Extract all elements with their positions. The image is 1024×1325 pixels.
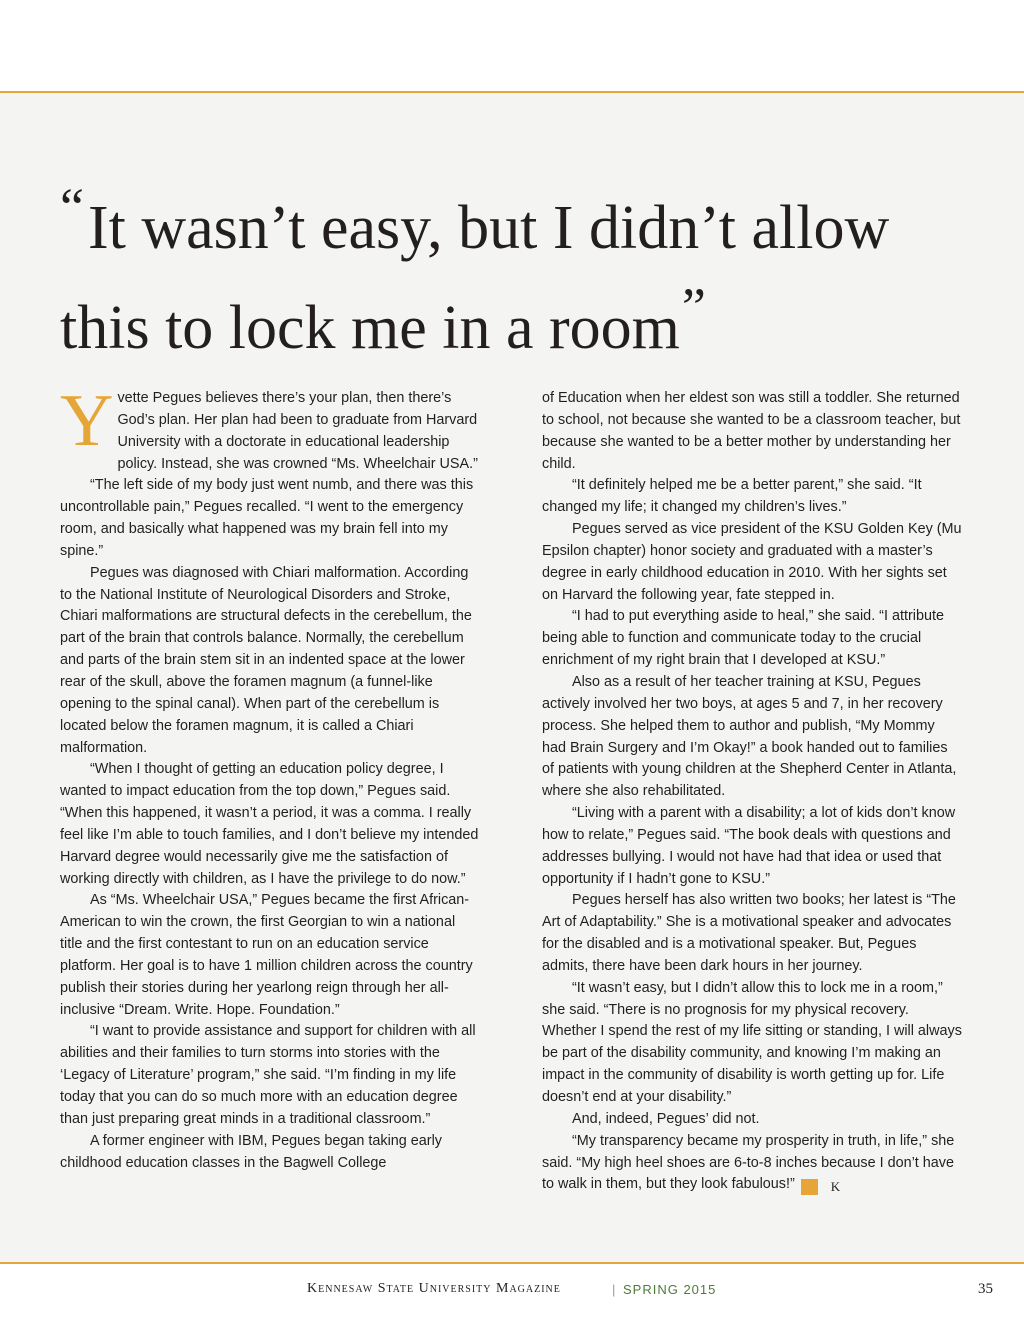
- article-column-right: [542, 388, 962, 1196]
- article-paragraph: [542, 1131, 962, 1197]
- article-paragraph: “The left side of my body just went numb, and there was this uncontrollable pain,” Pegues recalled. “I went to the emergency room, and basically what happened was my brain fell into my spine.”: [60, 477, 474, 559]
- pull-quote: [60, 168, 960, 368]
- page-number: 35: [978, 1281, 993, 1297]
- open-quote-mark: “: [60, 177, 84, 237]
- article-paragraph: “Living with a parent with a disability; a lot of kids don’t know how to relate,” Pegues said. “The book deals with questions and addresses bullying. I would not have had that idea or used that opportunity if I hadn’t gone to KSU.”: [542, 805, 956, 887]
- page-footer: [0, 1281, 1024, 1301]
- article-paragraph: “I had to put everything aside to heal,” she said. “I attribute being able to function and communicate today to the crucial enrichment of my right brain that I developed at KSU.”: [542, 608, 944, 669]
- article-paragraph: And, indeed, Pegues’ did not.: [572, 1110, 760, 1127]
- footer-separator: |: [612, 1282, 616, 1297]
- magazine-title: Kennesaw State University Magazine: [307, 1281, 561, 1296]
- article-paragraph: “I want to provide assistance and support for children with all abilities and their families to turn storms into stories with the ‘Legacy of Literature’ program,” she said. “I’m finding in my life today that you can do so much more with an education degree than just preparing great minds in a traditional classroom.”: [60, 1023, 476, 1127]
- drop-cap: Y: [60, 380, 114, 462]
- paragraph-text: vette Pegues believes there’s your plan, then there’s God’s plan. Her plan had been to graduate from Harvard University with a doctorate in educational leadership policy. Instead, she was crowned “Ms. Wheelchair USA.”: [117, 390, 478, 472]
- pull-quote-text: It wasn’t easy, but I didn’t allow this to lock me in a room: [60, 194, 890, 362]
- article-paragraph: [60, 380, 480, 475]
- article-paragraph: “It definitely helped me be a better parent,” she said. “It changed my life; it changed my children’s lives.”: [542, 477, 922, 516]
- article-paragraph: As “Ms. Wheelchair USA,” Pegues became the first African-American to win the crown, the first Georgian to win a national title and the first contestant to run on an education service platform. Her goal is to have 1 million children across the country publish their stories during her yearlong reign through her all-inclusive “Dream. Write. Hope. Foundation.”: [60, 892, 473, 1018]
- paragraph-text: “My transparency became my prosperity in truth, in life,” she said. “My high heel shoes are 6-to-8 inches because I don’t have to walk in them, but they look fabulous!”: [542, 1132, 955, 1193]
- article-paragraph: “When I thought of getting an education policy degree, I wanted to impact education from the top down,” Pegues said. “When this happened, it wasn’t a period, it was a comma. I really feel like I’m able to touch families, and I don’t believe my intended Harvard degree would necessarily give me the satisfaction of working directly with children, as I have the privilege to do now.”: [60, 761, 479, 887]
- article-paragraph: Pegues herself has also written two books; her latest is “The Art of Adaptability.” She is a motivational speaker and advocates for the disabled and is a motivational speaker. But, Pegues admits, there have been dark hours in her journey.: [542, 892, 956, 974]
- end-mark-icon: K: [801, 1179, 818, 1195]
- close-quote-mark: ”: [681, 277, 706, 337]
- article-paragraph: Pegues was diagnosed with Chiari malformation. According to the National Institute of Neurological Disorders and Stroke, Chiari malformations are structural defects in the cerebellum, the part of the brain that controls balance. Normally, the cerebellum and parts of the brain stem sit in an indented space at the lower rear of the skull, above the foramen magnum (a funnel-like opening to the spinal canal). When part of the cerebellum is located below the foramen magnum, it is called a Chiari malformation.: [60, 564, 472, 756]
- article-column-left: [60, 380, 480, 1174]
- article-paragraph: A former engineer with IBM, Pegues began taking early childhood education classes in the Bagwell College: [60, 1132, 442, 1171]
- issue-label: SPRING 2015: [623, 1282, 717, 1297]
- article-paragraph: of Education when her eldest son was still a toddler. She returned to school, not because she wanted to be a classroom teacher, but because she wanted to be a better mother by understanding her child.: [542, 390, 961, 472]
- article-paragraph: “It wasn’t easy, but I didn’t allow this to lock me in a room,” she said. “There is no prognosis for my physical recovery. Whether I spend the rest of my life sitting or standing, I will always be part of the disability community, and knowing I’m making an impact in the community of disability is worth getting up for. Life doesn’t end at your disability.”: [542, 979, 962, 1105]
- article-paragraph: Also as a result of her teacher training at KSU, Pegues actively involved her two boys, at ages 5 and 7, in her recovery process. She helped them to author and publish, “My Mommy had Brain Surgery and I’m Okay!” a book handed out to families of patients with young children at the Shepherd Center in Atlanta, where she also rehabilitated.: [542, 673, 957, 800]
- article-paragraph: Pegues served as vice president of the KSU Golden Key (Mu Epsilon chapter) honor society and graduated with a master’s degree in early childhood education in 2010. With her sights set on Harvard the following year, fate stepped in.: [542, 521, 962, 603]
